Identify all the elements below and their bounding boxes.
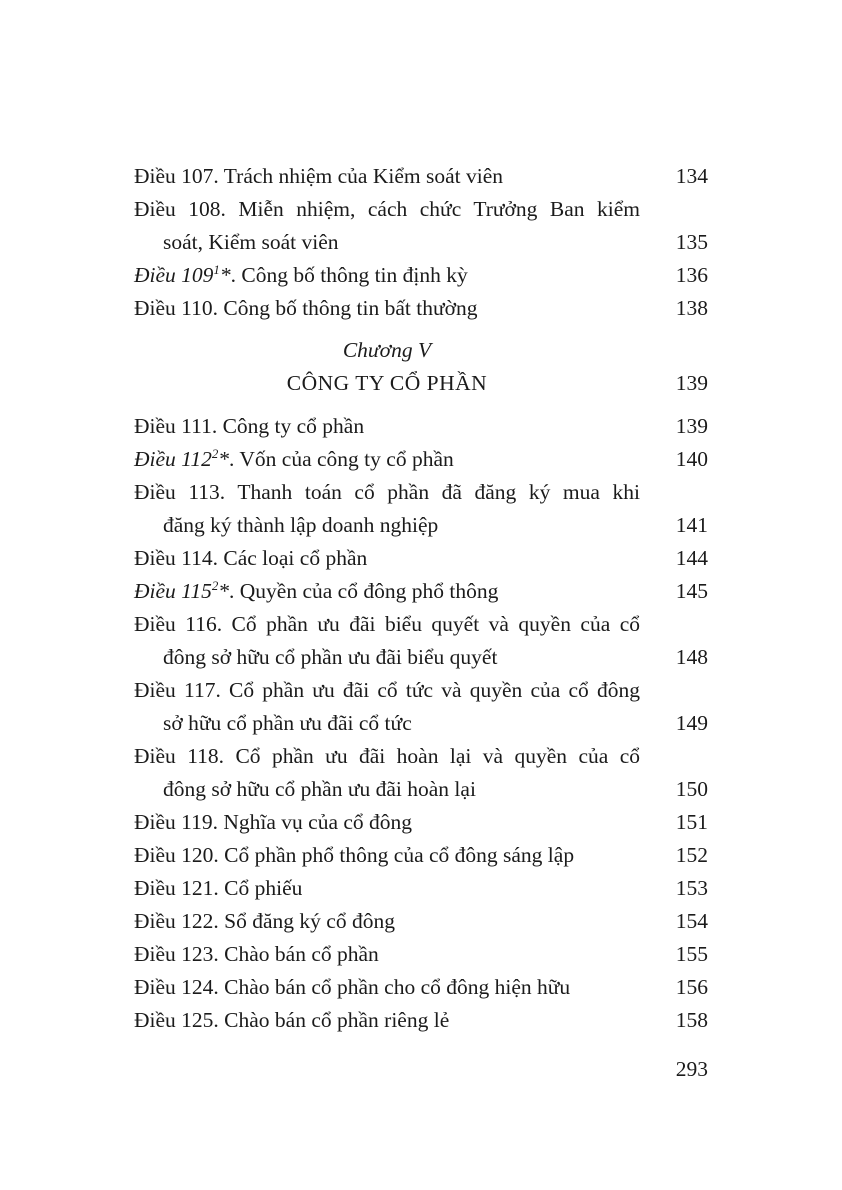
toc-entry-title: đăng ký thành lập doanh nghiệp [163,513,439,537]
toc-entry [134,410,708,443]
toc-line [134,707,708,740]
toc-line [134,292,708,325]
toc-entry [134,806,708,839]
toc-entry-title: Điều $109^1*$. Công bố thông tin định kỳ [134,262,468,287]
toc-entry [134,608,708,674]
toc-entry-title: Điều 114. Các loại cổ phần [134,546,368,570]
toc-page-number: 135 [675,230,708,254]
toc-line [134,839,708,872]
toc-page-number: 140 [675,447,708,471]
toc-page-number: 152 [675,843,708,867]
toc-entry [134,476,708,542]
toc-page-number: 145 [675,579,708,603]
toc-line [134,226,708,259]
toc-page-number: 139 [675,414,708,438]
toc-page-number: 158 [675,1008,708,1032]
chapter-label: Chương V [342,338,432,362]
toc-line [134,872,708,905]
toc-line [134,938,708,971]
toc-entry [134,575,708,608]
toc-line [134,773,708,806]
toc-entry-title: Điều 123. Chào bán cổ phần [134,942,379,966]
toc-page-number: 148 [675,645,708,669]
toc-entry-title: Điều 118. Cổ phần ưu đãi hoàn lại và quyền của cổ [134,744,640,768]
toc-entry [134,542,708,575]
toc-entry-title: đông sở hữu cổ phần ưu đãi hoàn lại [163,777,476,801]
toc-line [134,971,708,1004]
toc-page-number: 138 [675,296,708,320]
toc-line [134,509,708,542]
toc-entry [134,259,708,292]
toc-entry-title: Điều 116. Cổ phần ưu đãi biểu quyết và quyền của cổ [134,612,640,636]
toc-page-number: 144 [675,546,708,570]
toc-line [134,259,708,292]
toc-line [134,641,708,674]
toc-entry-title: Điều 119. Nghĩa vụ của cổ đông [134,810,413,834]
toc-page-number: 150 [675,777,708,801]
toc-page-number: 156 [675,975,708,999]
toc-entry-title: Điều $115^2*$. Quyền của cổ đông phổ thông [134,578,499,603]
toc-entry [134,292,708,325]
toc-line [134,542,708,575]
footnote-asterisk: * [218,579,230,603]
toc-entry [134,1004,708,1037]
toc-line [134,1004,708,1037]
footnote-asterisk: * [219,263,231,287]
toc-line [134,608,708,641]
toc-entry-title: Điều 122. Sổ đăng ký cổ đông [134,909,395,933]
article-label-italic: Điều 112 [134,447,212,471]
toc-entry [134,160,708,193]
article-label-italic: Điều 115 [134,579,212,603]
toc-entry-title: Điều 111. Công ty cổ phần [134,414,365,438]
toc-page-number: 149 [675,711,708,735]
toc-entry-title: Điều 107. Trách nhiệm của Kiểm soát viên [134,164,504,188]
toc-entry-title: Điều 113. Thanh toán cổ phần đã đăng ký mua khi [134,480,640,504]
toc-line [134,193,708,226]
footnote-superscript: 2 [211,446,219,461]
toc-entry [134,674,708,740]
toc-page-number: 155 [675,942,708,966]
folio-page-number: 293 [675,1057,708,1081]
toc-entry-title: Điều 108. Miễn nhiệm, cách chức Trưởng Ban kiểm [134,197,640,221]
chapter-title: CÔNG TY CỔ PHẦN [286,371,488,395]
footnote-superscript: 2 [211,578,219,593]
toc-line [134,476,708,509]
chapter-title-line [134,367,708,400]
toc-entry [134,740,708,806]
toc-entry-title: Điều $112^2*$. Vốn của công ty cổ phần [134,446,454,471]
toc-line [134,905,708,938]
toc-entry-title: Điều 125. Chào bán cổ phần riêng lẻ [134,1008,450,1032]
toc-line [134,674,708,707]
footnote-asterisk: * [218,447,230,471]
toc-line [134,806,708,839]
toc-page-number: 134 [675,164,708,188]
footnote-superscript: 1 [213,262,220,277]
toc-entry-title: soát, Kiểm soát viên [163,230,339,254]
toc-entry [134,193,708,259]
toc-page-number: 153 [675,876,708,900]
toc-line [134,740,708,773]
article-label-italic: Điều 109 [134,263,214,287]
toc-page-number: 154 [675,909,708,933]
toc-entry-title: Điều 117. Cổ phần ưu đãi cổ tức và quyền của cổ đông [134,678,640,702]
toc-entry-title: Điều 121. Cổ phiếu [134,876,303,900]
toc-entry-title: đông sở hữu cổ phần ưu đãi biểu quyết [163,645,498,669]
toc-page-number: 141 [675,513,708,537]
toc-entry [134,971,708,1004]
toc-page-number: 136 [675,263,708,287]
toc-line [134,443,708,476]
toc-entry [134,839,708,872]
toc-entry [134,905,708,938]
toc-entry-title: Điều 110. Công bố thông tin bất thường [134,296,478,320]
toc-entry [134,872,708,905]
toc-entry [134,443,708,476]
toc-entry-title: Điều 124. Chào bán cổ phần cho cổ đông hiện hữu [134,975,571,999]
toc-page-number: 151 [675,810,708,834]
toc-line [134,160,708,193]
toc-entry-title: Điều 120. Cổ phần phổ thông của cổ đông sáng lập [134,843,575,867]
toc-line [134,410,708,443]
toc-line [134,575,708,608]
chapter-heading [134,334,708,400]
toc-entry [134,938,708,971]
table-of-contents [134,160,708,1037]
chapter-page-number: 139 [675,371,708,395]
toc-entry-title: sở hữu cổ phần ưu đãi cổ tức [163,711,412,735]
